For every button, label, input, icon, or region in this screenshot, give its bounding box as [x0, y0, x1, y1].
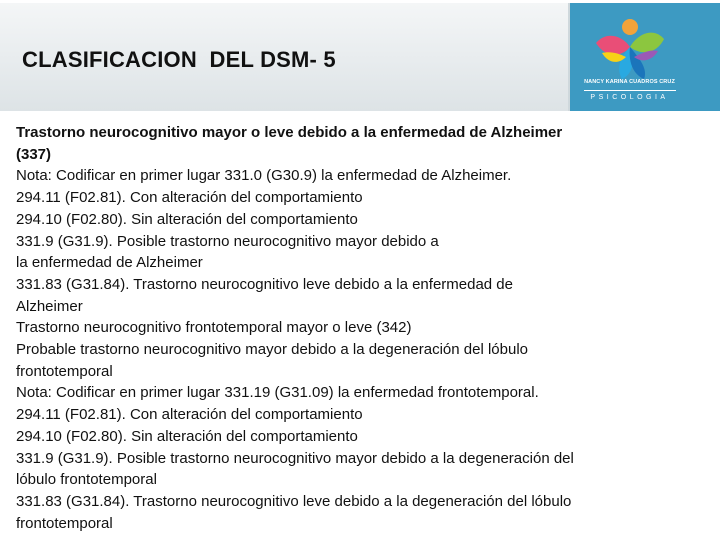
content-line: 294.10 (F02.80). Sin alteración del comportamiento: [16, 427, 358, 445]
logo-subtitle: PSICOLOGIA: [590, 94, 669, 101]
content-line: Nota: Codificar en primer lugar 331.0 (G30.9) la enfermedad de Alzheimer.: [16, 167, 512, 185]
content-line: Trastorno neurocognitivo mayor o leve debido a la enfermedad de Alzheimer: [16, 124, 563, 141]
content-line: Nota: Codificar en primer lugar 331.19 (G31.09) la enfermedad frontotemporal.: [16, 384, 539, 402]
content-line: 294.10 (F02.80). Sin alteración del comportamiento: [16, 210, 358, 228]
content-line: 331.9 (G31.9). Posible trastorno neurocognitivo mayor debido a la degeneración del: [16, 449, 574, 467]
content-line: 294.11 (F02.81). Con alteración del comportamiento: [16, 406, 363, 424]
logo-name: NANCY KARINA CUADROS CRUZ: [584, 79, 675, 85]
page-title: CLASIFICACION DEL DSM- 5: [22, 47, 336, 72]
header-band: [0, 3, 720, 111]
content-line: lóbulo frontotemporal: [16, 471, 157, 489]
content-line: (337): [16, 145, 52, 163]
content-line: frontotemporal: [16, 514, 113, 532]
content-line: Trastorno neurocognitivo frontotemporal mayor o leve (342): [16, 319, 412, 337]
stylized-figure-logo-icon: [592, 13, 668, 81]
content-line: 294.11 (F02.81). Con alteración del comportamiento: [16, 189, 363, 207]
content-line: Alzheimer: [16, 297, 83, 315]
content-line: Probable trastorno neurocognitivo mayor debido a la degeneración del lóbulo: [16, 341, 529, 359]
content-list: [16, 122, 706, 534]
content-line: 331.9 (G31.9). Posible trastorno neurocognitivo mayor debido a: [16, 232, 439, 250]
content-line: 331.83 (G31.84). Trastorno neurocognitivo leve debido a la enfermedad de: [16, 275, 513, 293]
logo: [572, 9, 718, 111]
content-line: 331.83 (G31.84). Trastorno neurocognitivo leve debido a la degeneración del lóbulo: [16, 492, 572, 510]
content-line: frontotemporal: [16, 362, 113, 380]
title-panel: [0, 3, 570, 111]
content-line: la enfermedad de Alzheimer: [16, 254, 203, 272]
logo-divider: [584, 90, 676, 91]
